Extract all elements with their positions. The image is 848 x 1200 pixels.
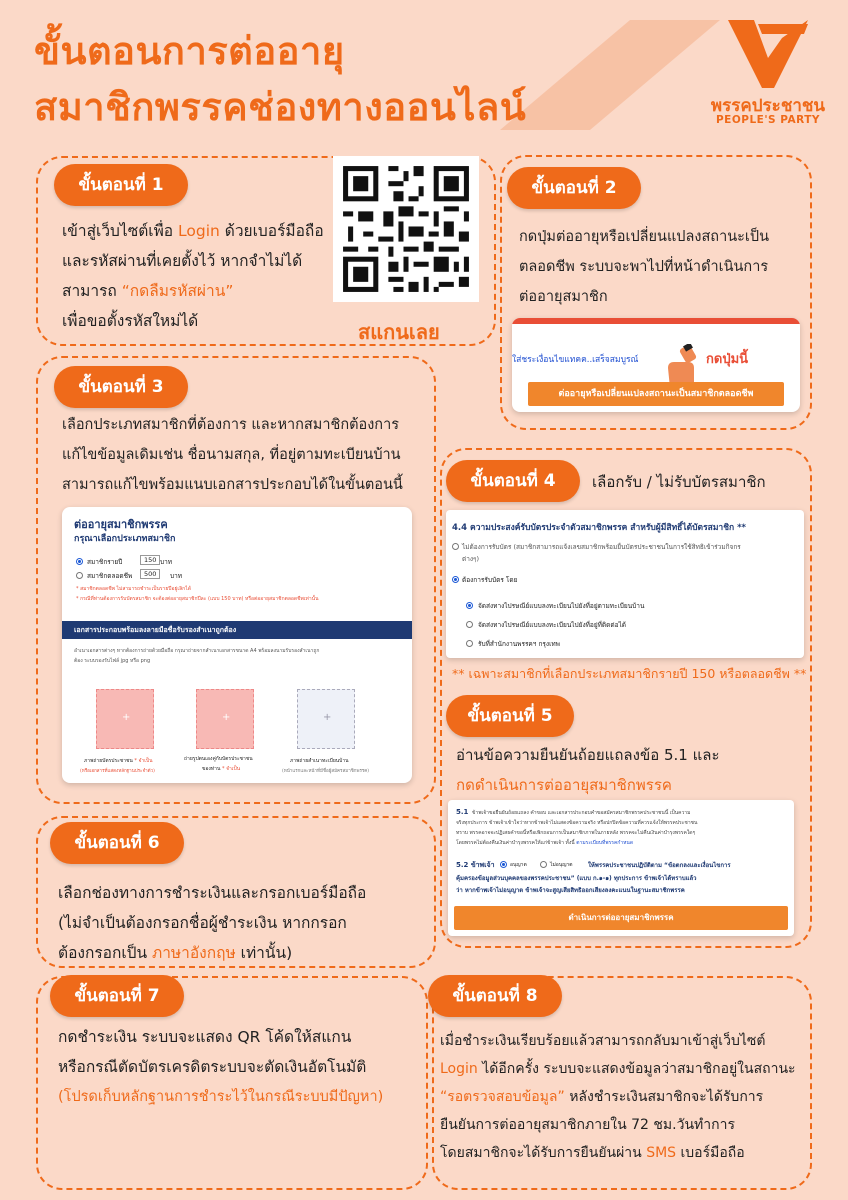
step3-line3: สามารถแก้ไขพร้อมแนบเอกสารประกอบได้ในขั้นตอนนี้ xyxy=(62,477,403,493)
form-subtitle: กรุณาเลือกประเภทสมาชิก xyxy=(74,534,176,544)
step2-screenshot xyxy=(512,318,800,412)
screenshot-topbar xyxy=(512,318,800,324)
upload-house-reg[interactable] xyxy=(297,689,355,749)
party-logo-icon xyxy=(728,20,808,88)
logo-name-th: พรรคประชาชน xyxy=(710,96,826,116)
upload-plus-icon: + xyxy=(222,712,231,723)
step8-badge: ขั้นตอนที่ 8 xyxy=(428,975,562,1017)
clause-51-text-a: ข้าพเจ้าขอยืนยันถ้อยแถลง คำขอบ และเอกสารประกอบคำขอสมัครสมาชิกพรรคประชาชนนี้ เป็นความ xyxy=(472,810,691,816)
step7-badge: ขั้นตอนที่ 7 xyxy=(50,975,184,1017)
step7-line1: กดชำระเงิน ระบบจะแสดง QR โค้ดให้สแกน xyxy=(58,1028,352,1046)
caption-selfie: ถ่ายรูปตนเองคู่กับบัตรประชาชน xyxy=(184,756,253,762)
forgot-password-link[interactable]: “กดลืมรหัสผ่าน” xyxy=(121,282,234,300)
page-title-line1: ขั้นตอนการต่ออายุ xyxy=(34,29,345,73)
step5-line1: อ่านข้อความยืนยันถ้อยแถลงข้อ 5.1 และ xyxy=(456,746,720,764)
clause-52-text-a: ให้พรรคประชาชนปฏิบัติตาม “ข้อตกลงและเงื่อนไขการ xyxy=(588,862,731,869)
lifetime-label: สมาชิกตลอดชีพ xyxy=(87,572,133,580)
step1-line3: สามารถ “กดลืมรหัสผ่าน” xyxy=(62,282,234,300)
caption-id-sub: (หรือเอกสารที่แสดงหลักฐานประจำตัว) xyxy=(80,769,155,774)
clause-51-text-d: โดยพรรคไม่ต้องคืนเงินค่าบำรุงพรรคให้แก่ข้าพเจ้า ทั้งนี้ ตามระเบียบที่พรรคกำหนด xyxy=(456,840,634,846)
upload-plus-icon: + xyxy=(323,712,332,723)
caption-selfie-2: ของท่าน * จำเป็น xyxy=(202,766,241,772)
step6-line2: (ไม่จำเป็นต้องกรอกชื่อผู้ชำระเงิน หากกรอก xyxy=(58,914,347,932)
step1-line1: เข้าสู่เว็บไซต์เพื่อ Login ด้วยเบอร์มือถือ xyxy=(62,222,324,240)
form-note-1: * สมาชิกตลอดชีพ ไม่สามารถชำระเป็นรายปีอยู่เลิกได้ xyxy=(76,586,191,592)
step6-badge: ขั้นตอนที่ 6 xyxy=(50,822,184,864)
disagree-label: ไม่อนุญาต xyxy=(550,862,573,868)
caption-id: ภาพถ่ายบัตรประชาชน * จำเป็น xyxy=(84,758,153,764)
agree-radio[interactable] xyxy=(500,861,507,868)
step2-badge: ขั้นตอนที่ 2 xyxy=(507,167,641,209)
upload-selfie[interactable] xyxy=(196,689,254,749)
step7-line2: หรือกรณีตัดบัตรเครดิตระบบจะตัดเงินอัตโนมัติ xyxy=(58,1058,367,1076)
screenshot-link: ใส่ชระเงื่อนไขแทคค..เสร็จสมบูรณ์ xyxy=(512,355,639,365)
form-note-2: * กรณีที่ท่านต้องการรับบัตรสมาชิก จะต้องต่ออายุสมาชิกปีละ (แบบ 150 บาท) หรือต่ออายุสมาชิกตลอดชีพเท่านั้น xyxy=(76,596,319,602)
ship-contact-label: จัดส่งทางไปรษณีย์แบบลงทะเบียนไปยังที่อยู่ที่ติดต่อได้ xyxy=(478,621,626,629)
pickup-label: รับที่สำนักงานพรรคฯ กรุงเทพ xyxy=(478,640,560,648)
step1-badge: ขั้นตอนที่ 1 xyxy=(54,164,188,206)
upload-id-card[interactable] xyxy=(96,689,154,749)
step4-screenshot xyxy=(446,510,804,658)
section-desc-1: อำเนาเอกสารต่างๆ หากต้องการถ่ายด้วยมือถือ กรุณาถ่ายจากสำเนาเอกสารขนาด A4 พร้อมลงนามรับรองสำเนาถูก xyxy=(74,648,320,654)
no-card-label-2: ต่างๆ) xyxy=(462,555,480,563)
logo-name-en: PEOPLE'S PARTY xyxy=(715,114,821,126)
section-desc-2: ต้อง ระบบรองรับไฟล์ jpg หรือ png xyxy=(74,658,151,664)
card-option-heading: 4.4 ความประสงค์รับบัตรประจำตัวสมาชิกพรรค สำหรับผู้มีสิทธิ์ได้บัตรสมาชิก ** xyxy=(452,523,746,533)
step5-badge: ขั้นตอนที่ 5 xyxy=(446,695,574,737)
press-this-label: กดปุ่มนี้ xyxy=(706,352,749,367)
ship-home-radio[interactable] xyxy=(466,602,473,609)
step4-badge: ขั้นตอนที่ 4 xyxy=(446,460,580,502)
step8-line2: Login ได้อีกครั้ง ระบบจะแสดงข้อมูลว่าสมาชิกอยู่ในสถานะ xyxy=(440,1061,796,1077)
step3-line1: เลือกประเภทสมาชิกที่ต้องการ และหากสมาชิกต้องการ xyxy=(62,417,400,433)
step1-line2: และรหัสผ่านที่เคยตั้งไว้ หากจำไม่ได้ xyxy=(62,252,303,270)
no-card-label: ไม่ต้องการรับบัตร (สมาชิกสามารถแจ้งเลขสมาชิกพร้อมยื่นบัตรประชาชนในการใช้สิทธิเข้าร่วมกิจกร xyxy=(462,543,741,551)
clause-51-text-b: จริงทุกประการ ข้าพเจ้าเข้าใจว่าหากข้าพเจ้าไม่แสดงข้อความจริง หรือปกปิดข้อความที่ควรแจ้งให้พรรคประชาชน xyxy=(456,820,698,826)
step8-line3: “รอตรวจสอบข้อมูล” หลังชำระเงินสมาชิกจะได้รับการ xyxy=(440,1089,764,1105)
step6-line1: เลือกช่องทางการชำระเงินและกรอกเบอร์มือถือ xyxy=(58,884,367,902)
upload-plus-icon: + xyxy=(122,712,131,723)
lifetime-amount-select[interactable]: 500 xyxy=(140,569,160,579)
step8-line4: ยืนยันการต่ออายุสมาชิกภายใน 72 ชม.วันทำการ xyxy=(440,1117,735,1133)
no-card-radio[interactable] xyxy=(452,543,459,550)
ship-home-label: จัดส่งทางไปรษณีย์แบบลงทะเบียนไปยังที่อยู่ตามทะเบียนบ้าน xyxy=(478,602,645,610)
form-title: ต่ออายุสมาชิกพรรค xyxy=(74,518,168,531)
clause-52-number: 5.2 ข้าพเจ้า xyxy=(456,861,495,869)
pickup-radio[interactable] xyxy=(466,640,473,647)
renew-lifetime-button[interactable]: ต่ออายุหรือเปลี่ยนแปลงสถานะเป็นสมาชิกตลอดชีพ xyxy=(528,382,784,406)
caption-house-sub: (หน้าแรกและหน้าที่มีชื่อผู้สมัครสมาชิกพรรค) xyxy=(282,769,370,774)
lifetime-unit: บาท xyxy=(170,572,183,580)
section-title: เอกสารประกอบพร้อมลงลายมือชื่อรับรองสำเนาถูกต้อง xyxy=(74,626,237,634)
step3-badge: ขั้นตอนที่ 3 xyxy=(54,366,188,408)
agree-label: อนุญาต xyxy=(510,862,527,868)
scan-now-label: สแกนเลย xyxy=(358,320,440,344)
annual-radio[interactable] xyxy=(76,558,83,565)
step7-line3: (โปรดเก็บหลักฐานการชำระไว้ในกรณีระบบมีปัญหา) xyxy=(58,1089,384,1105)
ship-contact-radio[interactable] xyxy=(466,621,473,628)
step3-screenshot xyxy=(62,507,412,783)
step1-line4: เพื่อขอตั้งรหัสใหม่ได้ xyxy=(62,312,199,330)
step5-line2: กดดำเนินการต่ออายุสมาชิกพรรค xyxy=(456,776,672,794)
step4-note: ** เฉพาะสมาชิกที่เลือกประเภทสมาชิกรายปี 150 หรือตลอดชีพ ** xyxy=(452,666,807,681)
proceed-renewal-button[interactable]: ดำเนินการต่ออายุสมาชิกพรรค xyxy=(454,906,788,930)
annual-amount-select[interactable]: 150 xyxy=(140,555,160,565)
clause-51-text-c: ทราบ พรรคอาจจะปฏิเสธคำขอนี้หรือเพิกถอนการเป็นสมาชิกภาพในภายหลัง พรรคจะไม่คืนเงินค่าบำรุงพรรคใดๆ xyxy=(456,830,696,836)
step2-line1: กดปุ่มต่ออายุหรือเปลี่ยนแปลงสถานะเป็น xyxy=(519,229,769,245)
login-link-2[interactable]: Login xyxy=(440,1061,478,1077)
login-link[interactable]: Login xyxy=(178,222,220,240)
disagree-radio[interactable] xyxy=(540,861,547,868)
step5-screenshot xyxy=(448,800,794,936)
step4-desc: เลือกรับ / ไม่รับบัตรสมาชิก xyxy=(592,473,766,491)
step2-line3: ต่ออายุสมาชิก xyxy=(519,289,608,305)
clause-52-text-b: คุ้มครองข้อมูลส่วนบุคคลของพรรคประชาชน” (แบบ ก.๑-๑) ทุกประการ ข้าพเจ้าได้ทราบแล้ว xyxy=(456,875,697,882)
step8-line1: เมื่อชำระเงินเรียบร้อยแล้วสามารถกลับมาเข้าสู่เว็บไซต์ xyxy=(440,1033,766,1049)
qr-code-icon xyxy=(333,156,479,302)
caption-house: ภาพถ่ายสำเนาทะเบียนบ้าน xyxy=(290,758,349,764)
lifetime-radio[interactable] xyxy=(76,572,83,579)
annual-unit: บาท xyxy=(160,558,173,566)
step3-line2: แก้ไขข้อมูลเดิมเช่น ชื่อนามสกุล, ที่อยู่ตามทะเบียนบ้าน xyxy=(62,447,401,463)
qr-code[interactable] xyxy=(333,156,479,302)
step2-line2: ตลอดชีพ ระบบจะพาไปที่หน้าดำเนินการ xyxy=(519,259,769,275)
want-card-radio[interactable] xyxy=(452,576,459,583)
clause-52-text-c: ว่า หากข้าพเจ้าไม่อนุญาต ข้าพเจ้าจะสูญเสียสิทธิออกเสียงลงคะแนนในฐานะสมาชิกพรรค xyxy=(456,887,685,894)
step6-line3: ต้องกรอกเป็น ภาษาอังกฤษ เท่านั้น) xyxy=(58,944,293,962)
page-title-line2: สมาชิกพรรคช่องทางออนไลน์ xyxy=(34,85,527,129)
annual-label: สมาชิกรายปี xyxy=(87,558,123,566)
clause-51-number: 5.1 xyxy=(456,808,469,816)
step8-line5: โดยสมาชิกจะได้รับการยืนยันผ่าน SMS เบอร์มือถือ xyxy=(440,1145,745,1161)
want-card-label: ต้องการรับบัตร โดย xyxy=(462,576,518,584)
